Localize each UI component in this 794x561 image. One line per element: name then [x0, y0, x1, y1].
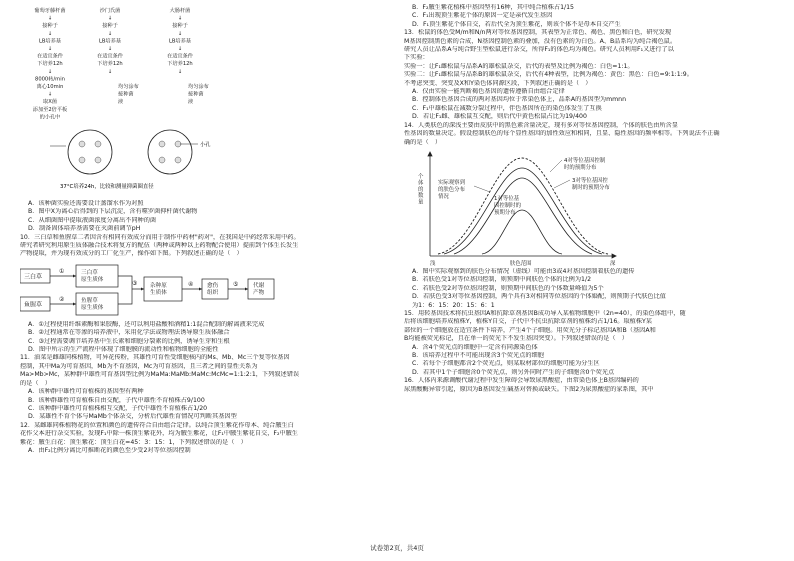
question-line: 12．某雌雄同株植物花的位置和颜色的遗传符合自由组合定律。以纯合顶生紫花作母本、纯合腋生白 [20, 421, 294, 429]
flow-box-hybrid-protoplast [150, 281, 167, 296]
question-line: B均能被荧光标记，且在单一的荧光下不发生基因突变）。下列叙述错误的是（ ） [404, 335, 628, 343]
answer-option: C．F₁中雄松鼠在减数分裂过程中，伴色基因所在的染色体发生了互换 [412, 104, 602, 112]
label-line: 预期分布 [494, 209, 516, 216]
question-line: 实验一：让F₁雌松鼠与品系A的雄松鼠杂交，后代的表型及比例为褐色：白色=1:1。 [404, 62, 634, 70]
x-right-label: 深 [610, 260, 616, 267]
exp-step-text: LB培养基 [168, 38, 192, 45]
label-line: 数 [418, 193, 424, 200]
exp-col-3 [167, 6, 209, 105]
x-axis-label: 肤色范围 [510, 260, 532, 267]
answer-option: A．①过程使用纤维素酶和果胶酶，还可以利用盐酸和酒精1:1混合配制的解离液来完成 [28, 320, 265, 328]
petri-dish-ecoli [148, 130, 192, 174]
exp-step-text: 下培养12h [37, 61, 63, 68]
curve-1pair [482, 210, 562, 254]
flow-box-yuxingcao: 鱼腥草 [24, 301, 43, 309]
answer-option: B．②过程通常在等渗的培养液中，采用化学法或物理法诱导原生质体融合 [28, 329, 230, 337]
label-line: 量 [418, 199, 424, 206]
hole-label: 小孔 [200, 142, 211, 148]
exp-step-text: 接种于 [172, 23, 188, 30]
exp-step-text: ↓ [177, 30, 183, 37]
flow-n5: ⑤ [233, 280, 239, 288]
label-line: 体 [418, 180, 424, 187]
exp-step-text: 取X菌 [43, 99, 57, 106]
question-line: 研究者研究利用原生质体融合技术将复方的配伍（两种或两种以上药物配合使用）提前到个体生长发生 [20, 242, 299, 250]
label-line: 三白草 [81, 269, 98, 276]
label-line: 情况 [438, 193, 449, 200]
question-line: 实验二：让F₁雌松鼠与品系B的雄松鼠杂交，后代有4种表型，比例为褐色：黄色：黑色：白色=9:1:1:9。 [404, 71, 693, 79]
question-line: 控制，其中Ma为可育基因，Mb为不育基因，Mc为可育基因，且三者之间的显性关系为 [20, 362, 258, 370]
answer-option: B．图中X为离心后得到的下层沉淀，含有噬罗菌抑杆菌代谢物 [28, 208, 198, 216]
exp-step-text: ↓ [107, 30, 113, 37]
x-left-label: 浅 [430, 260, 436, 267]
exp-step-text: LB培养基 [98, 38, 122, 45]
label-line: 鱼腥草 [81, 297, 98, 304]
answer-option: D．制备固体培养基需要在灭菌前调节pH [28, 225, 141, 233]
label-line: 实际观察到 [438, 179, 465, 186]
exp-step-text: 均匀涂布 [188, 84, 209, 90]
skin-color-distribution-chart [404, 148, 776, 268]
question-line: 14．人类肤色的深浅主要由皮肤中的黑色素含量决定，现有多对等位基因控制，个体的肤色由所含显 [404, 121, 678, 129]
left-text-block-2 [20, 321, 392, 456]
question-line: 下实验： [404, 54, 429, 62]
label-line: 个 [418, 173, 424, 180]
label-line: 代谢 [253, 282, 265, 289]
exp-col-1 [33, 6, 68, 120]
exp-step-text: 下培养12h [97, 61, 123, 68]
label-line: 的肤色分布 [438, 186, 465, 193]
label-line: 产物 [253, 289, 265, 296]
answer-option: D．某雄性不育个体与MaMb个体杂交，分析后代雄性育情况可判断其基因型 [28, 413, 237, 421]
flow-n1: ① [59, 267, 65, 275]
question-line: 部位的一个细胞放在适宜条件下培养，产生4个子细胞。用荧光分子标记基因A和B（基因A和 [404, 326, 656, 334]
exp-step-text: 葡萄牙藤杆菌 [34, 8, 66, 14]
exp-step-text: 液 [188, 99, 194, 106]
left-text-block-1 [20, 200, 392, 259]
label-line: 1对等位基 [494, 195, 519, 202]
question-line: 花作父本进行杂交实验，发现F₁中除一株顶生紫花外，均为腋生紫花，让F₁中腋生紫花自交，F₂中腋生 [20, 430, 298, 438]
exp-caption: 37°C培养24h，比较和测量抑菌圈直径 [60, 184, 154, 190]
right-text-block-1 [404, 4, 776, 147]
flow-diagram [20, 261, 392, 321]
answer-option: B．F₂腋生紫花植株中基因型有16种，其中纯合植株占1/15 [412, 4, 574, 11]
answer-option: C．若每个子细胞都含2个荧光点，则某取材部位的细胞可能为分生区 [412, 360, 600, 368]
exp-step-text: ↓ [47, 15, 53, 22]
question-line: 确的是（ ） [404, 138, 442, 146]
answer-option: A．图中实际观察到的肤色分布情况（虚线）可能由3或4对基因控制着肤色的遗传 [412, 267, 635, 275]
exp-step-text: ↓ [107, 46, 113, 52]
label-line: 组织 [207, 289, 219, 296]
answer-option: C．若肤色受2对等位基因控制，则预期中间肤色的个体数量峰值为5个 [412, 284, 604, 292]
question-line: 15．用转基因技术将抗虫基因A和抗除草剂基因B成功导入某植物细胞中（2n=40），的染色体组中，随 [404, 309, 686, 317]
flow-box-metabolite [253, 281, 265, 296]
flow-box-callus [207, 281, 219, 296]
answer-option: C．该种群中雄性可育植株相互交配，子代中雄性不育植株占1/20 [28, 404, 208, 412]
page-footer: 试卷第2页，共4页 [370, 544, 424, 552]
answer-option: D．若让F₁雌、雄松鼠互交配，则后代中黄色松鼠占比为19/400 [412, 113, 587, 121]
answer-option: B．若肤色受1对等位基因控制，则预期中间肤色个体的比例为1/2 [412, 276, 592, 284]
exp-step-text: 在适宜条件 [37, 53, 63, 60]
exp-step-text: ↓ [107, 68, 113, 75]
exp-step-text: 接种于 [42, 23, 58, 30]
experiment-figure [20, 4, 392, 204]
answer-option: D．若其中1个子细胞含0个荧光点，则另外同时产生的子细胞含0个荧光点 [412, 368, 615, 376]
question-line: M基因控制黑色素的合成，N基因控制色素的叠加，没有色素的为白色。A、B品系均为纯合褐色鼠。 [404, 37, 677, 45]
exp-step-text: 接种菌 [118, 91, 134, 98]
exp-step-text: 添加至2倍平板 [32, 106, 68, 113]
answer-option: 为1：6：15：20：15：6：1 [412, 301, 495, 309]
question-line: Ma>Mb>Mc，某种群中雄性可育基因型比例为MaMa:MaMb:MaMc:McMc=1:1:2:1，下列叙述错误 [20, 371, 300, 379]
label-line: 愈伤 [207, 282, 219, 289]
answer-option: D．图中所示的生产流程中体现了细胞膜的流动性和植物细胞的全能性 [28, 346, 219, 354]
right-text-block-2 [404, 268, 776, 394]
question-line: 性基因的数量决定。假设控制肤色的每个显性基因的加性效应和相同，且显、隐性基因的频率相等。下列说法不正确 [404, 130, 720, 138]
answer-option: D．F₁顶生紫花个体自交，若后代全为顶生紫花，则该个体不是母本自交产生 [412, 20, 621, 28]
label-line: 原生质体 [81, 304, 104, 311]
label-1pair [494, 194, 522, 216]
question-line: 产物提取，并为现有效成分的工厂化生产，操作如下图。下列叙述正确的是（ ） [20, 250, 243, 258]
petri-dish-salmonella [68, 130, 112, 174]
exp-step-text: 大肠杆菌 [169, 8, 191, 14]
label-line: 时的预期分布 [564, 164, 597, 171]
answer-option: B．该培养过程中不可能出现含3个荧光点的细胞 [412, 351, 544, 359]
exp-col-2 [97, 6, 139, 105]
flow-n4: ④ [188, 280, 194, 288]
answer-option: A．仅由实验一能判断褐色基因的遗传遵循自由组合定律 [412, 88, 565, 96]
answer-option: C．③过程需要调节培养基中生长素和细胞分裂素的比例，诱导生芽和生根 [28, 337, 230, 345]
question-line: 的是（ ） [20, 379, 51, 387]
question-line: 16．人体内来源调酸代谢过程中发生障碍会导致尿黑酸症，由常染色体上B基因编码的 [404, 377, 639, 385]
flow-box-sanbaicao-protoplast [81, 268, 104, 283]
exp-step-text: 8000转/min [35, 76, 65, 83]
exp-step-text: ↓ [47, 91, 53, 98]
exp-step-text: 均匀涂布 [118, 84, 139, 90]
answer-option: B．该种群雄性可育植株自由交配，子代中雄性不育植株占9/100 [28, 396, 205, 404]
y-axis-label [418, 172, 424, 206]
label-line: 原生质体 [81, 276, 104, 283]
label-line: 杂种原 [150, 282, 167, 289]
answer-option: C．F₁出现顶生紫花个体的原因一定是亲代发生基因 [412, 12, 553, 20]
answer-option: D．若肤色受3对等位基因控制，两个具有3对相同等位基因的个体婚配，则预期子代肤色比值 [412, 293, 666, 301]
flow-box-sanbaicao: 三白草 [24, 273, 43, 281]
exp-step-text: 接种于 [102, 23, 118, 30]
exp-step-text: 接种菌 [188, 91, 204, 98]
exp-step-text: 沙门氏菌 [99, 8, 121, 14]
exp-step-text: ↓ [177, 68, 183, 75]
flow-n3: ③ [132, 279, 138, 287]
label-3pairs [572, 176, 610, 191]
answer-option: B．控制体色基因合成的两对基因均位于常染色体上，品系A的基因型为mmnn [412, 96, 626, 104]
question-line: 不考虑突变、突变及X和Y染色体同源区段，下列叙述正确的是（ ） [404, 79, 592, 87]
exp-step-text: ↓ [47, 46, 53, 52]
answer-option: C．从细菌图中提取液菌浓度分离出不同种的菌 [28, 216, 157, 224]
flow-n2: ② [59, 295, 65, 303]
label-line: 3对等位基因控 [572, 177, 608, 184]
question-line: 紫花：腋生白花：顶生紫花：顶生白花=45：3：15：1，下列叙述错误的是（ ） [20, 438, 247, 446]
flow-box-yuxingcao-protoplast [81, 296, 104, 311]
question-line: 10．三白草和鱼腥草二者因含有相同有效成分而用于制作中药材"药对"，在我国是中药经常采用中药。 [20, 233, 300, 241]
exp-step-text: ↓ [47, 30, 53, 37]
label-line: 生质体 [150, 289, 167, 296]
exp-step-text: 离心10min [36, 84, 64, 90]
label-4pairs [564, 156, 606, 171]
left-column [20, 4, 392, 455]
exp-step-text: 在适宜条件 [97, 53, 123, 60]
label-line: 因控制时的 [494, 202, 521, 209]
question-line: 13．松鼠的体色受M/m和N/n两对等位基因控制，其表型为正常色、褐色、黑色和白色，研究发现 [404, 29, 672, 37]
exp-step-text: 下培养12h [167, 61, 193, 68]
question-line: 11．油菜是雌雄同株植物，可异花传粉，其雄性可育性受细胞核内的Ms、Mb、Mc三个复等位基因 [20, 354, 290, 362]
label-line: 的 [418, 186, 424, 193]
answer-option: A．含4个荧光点的细胞中一定含有同源染色体 [412, 343, 538, 351]
exp-step-text: 的小孔中 [39, 114, 61, 121]
exp-step-text: ↓ [177, 46, 183, 52]
question-line: 尿黑酸酶异常引起，原因为B基因发生碱基对替换或缺失。下图2为尿黑酸症的家系图，其中 [404, 385, 654, 393]
curve-actual-dashed [438, 158, 608, 254]
exp-step-text: LB培养基 [38, 38, 62, 45]
answer-option: A．由F₂比例分离比可推断花的颜色至少受2对等位基因控制 [28, 446, 191, 454]
exp-step-text: 液 [118, 99, 124, 106]
exp-step-text: 在适宜条件 [167, 53, 193, 60]
exp-step-text: ↓ [107, 15, 113, 22]
label-actual [438, 178, 466, 200]
exp-step-text: ↓ [47, 68, 53, 75]
question-line: 研究人员让品系A与纯合野生型松鼠进行杂交，所得F₁的体色均为褐色。研究人员利用F₁又进行了以 [404, 46, 674, 54]
right-column [404, 4, 776, 394]
label-line: 制时的预期分布 [572, 184, 610, 191]
exp-step-text: ↓ [177, 15, 183, 22]
label-line: 4对等位基因控制 [564, 157, 606, 164]
answer-option: A．该种群中雄性可育植株的基因型有两种 [28, 388, 144, 396]
answer-option: A．该种菌实验还需要设计蒸馏水作为对照 [28, 200, 144, 207]
question-line: 后将该细胞培养成植株Y，植株Y自交，子代中不抗虫抗除草剂的植株约占1/16。取植株Y某 [404, 318, 652, 326]
